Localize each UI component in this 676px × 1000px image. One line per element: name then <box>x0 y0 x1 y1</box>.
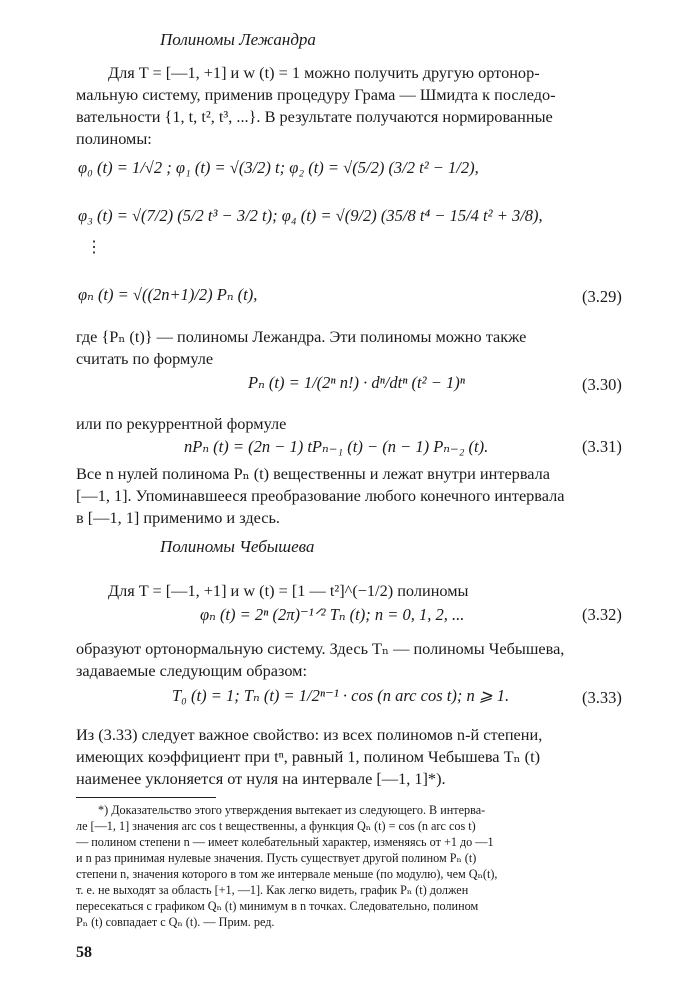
footnote-line-7: пересекаться с графиком Qₙ (t) минимум в n точках. Следовательно, полином <box>76 899 479 913</box>
equation-number-3-33: (3.33) <box>582 688 622 707</box>
property-line-3: наименее уклоняется от нуля на интервале [—1, 1]*). <box>76 769 446 788</box>
footnote-line-4: и n раз принимая нулевые значения. Пусть существует другой полином Pₙ (t) <box>76 851 477 865</box>
vertical-ellipsis: ⋮ <box>86 239 102 256</box>
formula-chebyshev-normalized: φₙ (t) = 2ⁿ (2π)⁻¹ᐟ² Tₙ (t); n = 0, 1, 2, ... <box>200 605 465 624</box>
equation-number-3-32: (3.32) <box>582 605 622 624</box>
formula-chebyshev-definition: T₀ (t) = 1; Tₙ (t) = 1/2ⁿ⁻¹ · cos (n arc cos t); n ⩾ 1. <box>172 686 510 705</box>
footnote-line-8: Pₙ (t) совпадает с Qₙ (t). — Прим. ред. <box>76 915 275 929</box>
roots-line-1: Все n нулей полинома Pₙ (t) вещественны и лежат внутри интервала <box>76 464 551 483</box>
formula-phi3-phi4: φ₃ (t) = √(7/2) (5/2 t³ − 3/2 t); φ₄ (t) = √(9/2) (35/8 t⁴ − 15/4 t² + 3/8), <box>78 206 543 225</box>
property-line-1: Из (3.33) следует важное свойство: из всех полиномов n-й степени, <box>76 725 543 744</box>
chebyshev-after-line-2: задаваемые следующим образом: <box>76 661 307 680</box>
equation-number-3-29: (3.29) <box>582 287 622 306</box>
roots-line-3: в [—1, 1] применимо и здесь. <box>76 508 280 527</box>
footnote-line-6: т. е. не выходят за область [+1, —1]. Как легко видеть, график Pₙ (t) должен <box>76 883 469 897</box>
property-line-2: имеющих коэффициент при tⁿ, равный 1, полином Чебышева Tₙ (t) <box>76 747 541 766</box>
roots-line-2: [—1, 1]. Упоминавшееся преобразование любого конечного интервала <box>76 486 565 505</box>
legendre-intro-line-4: полиномы: <box>76 129 152 148</box>
chebyshev-after-line-1: образуют ортонормальную систему. Здесь Tₙ — полиномы Чебышева, <box>76 639 565 658</box>
footnote-line-5: степени n, значения которого в том же интервале меньше (по модулю), чем Qₙ(t), <box>76 867 498 881</box>
legendre-intro-line-1: Для T = [—1, +1] и w (t) = 1 можно получить другую ортонор- <box>108 63 540 82</box>
formula-phin: φₙ (t) = √((2n+1)/2) Pₙ (t), <box>78 285 258 304</box>
footnote-line-1: *) Доказательство этого утверждения вытекает из следующего. В интерва- <box>98 803 486 817</box>
legendre-after-line-1: где {Pₙ (t)} — полиномы Лежандра. Эти полиномы можно также <box>76 327 527 346</box>
formula-rodrigues: Pₙ (t) = 1/(2ⁿ n!) · dⁿ/dtⁿ (t² − 1)ⁿ <box>248 373 465 392</box>
footnote-line-2: ле [—1, 1] значения arc cos t вещественны, а функция Qₙ (t) = cos (n arc cos t) <box>76 819 476 833</box>
footnote-separator <box>76 797 216 798</box>
section-title-legendre: Полиномы Лежандра <box>160 30 316 49</box>
chebyshev-intro-line: Для T = [—1, +1] и w (t) = [1 — t²]^(−1/2) полиномы <box>108 581 469 600</box>
formula-recurrence: nPₙ (t) = (2n − 1) tPₙ₋₁ (t) − (n − 1) Pₙ₋₂ (t). <box>184 437 489 456</box>
legendre-after-line-2: считать по формуле <box>76 349 214 368</box>
footnote-line-3: — полином степени n — имеет колебательный характер, изменяясь от +1 до —1 <box>76 835 494 849</box>
recurrence-intro: или по рекуррентной формуле <box>76 414 287 433</box>
formula-phi0-phi2: φ₀ (t) = 1/√2 ; φ₁ (t) = √(3/2) t; φ₂ (t) = √(5/2) (3/2 t² − 1/2), <box>78 158 479 177</box>
section-title-chebyshev: Полиномы Чебышева <box>160 537 315 556</box>
equation-number-3-30: (3.30) <box>582 375 622 394</box>
page-number: 58 <box>76 944 92 961</box>
equation-number-3-31: (3.31) <box>582 437 622 456</box>
legendre-intro-line-2: мальную систему, применив процедуру Грама — Шмидта к последо- <box>76 85 556 104</box>
legendre-intro-line-3: вательности {1, t, t², t³, ...}. В результате получаются нормированные <box>76 107 553 126</box>
